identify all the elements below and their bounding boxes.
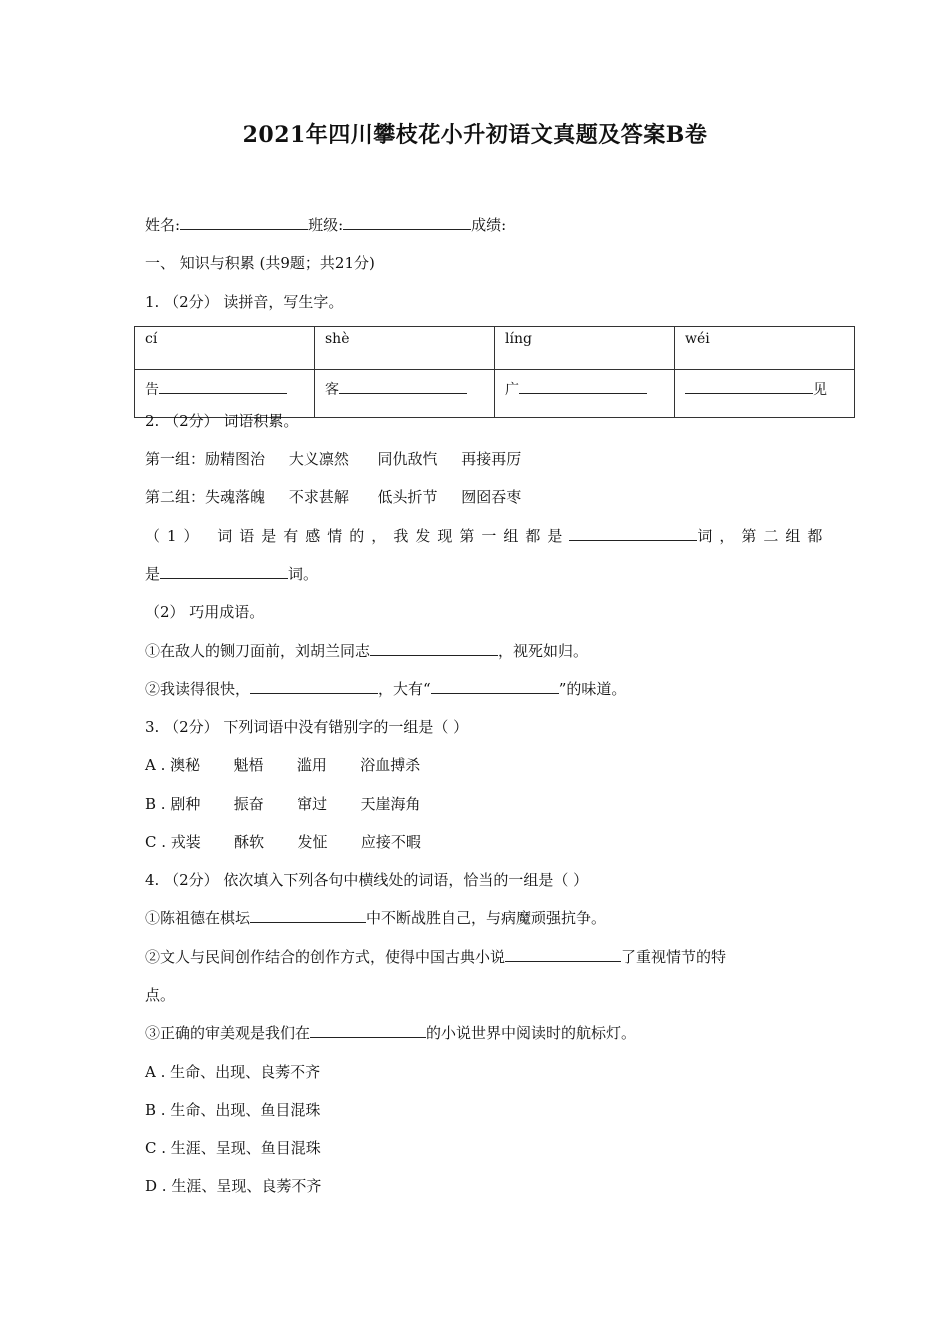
q4-option-a[interactable]: A . 生命、出现、良莠不齐 xyxy=(145,1063,321,1081)
class-blank[interactable] xyxy=(343,215,471,230)
q4-option-d[interactable]: D . 生涯、呈现、良莠不齐 xyxy=(145,1177,322,1195)
answer-blank[interactable] xyxy=(685,379,813,394)
answer-cell xyxy=(315,370,495,418)
q4-s2-text-a: ②文人与民间创作结合的创作方式，使得中国古典小说 xyxy=(145,948,506,966)
q3-header: 3. （2分） 下列词语中没有错别字的一组是（ ） xyxy=(145,718,469,736)
q2-header: 2. （2分） 词语积累。 xyxy=(145,412,299,430)
q2-blank-1[interactable] xyxy=(569,526,697,541)
student-info-line xyxy=(145,214,506,235)
q4-sentence-2 xyxy=(145,946,726,967)
score-label: 成绩: xyxy=(471,216,507,234)
q4-s1-text-b: 中不断战胜自己，与病魔顽强抗争。 xyxy=(366,909,607,927)
pinyin-cell: shè xyxy=(315,327,495,370)
q2-s2-text-c: ”的味道。 xyxy=(558,680,627,698)
q2-s2-text-b: ，大有“ xyxy=(378,680,431,698)
q2-sub2: （2） 巧用成语。 xyxy=(145,603,265,621)
q3-option-a[interactable]: A . 澳秘 魁梧 滥用 浴血搏杀 xyxy=(145,756,421,774)
q4-s3-text-b: 的小说世界中阅读时的航标灯。 xyxy=(426,1024,637,1042)
answer-prefix: 广 xyxy=(505,382,519,398)
name-label: 姓名: xyxy=(145,216,181,234)
page-title: 2021年四川攀枝花小升初语文真题及答案B卷 xyxy=(242,122,708,148)
answer-prefix: 告 xyxy=(145,382,159,398)
answer-prefix: 客 xyxy=(325,382,339,398)
pinyin-table xyxy=(134,326,855,418)
name-blank[interactable] xyxy=(180,215,308,230)
q2-sub1-text-a: （1） 词语是有感情的，我发现第一组都是 xyxy=(145,527,570,545)
q2-blank-4[interactable] xyxy=(250,679,378,694)
answer-cell xyxy=(675,370,855,418)
q4-header: 4. （2分） 依次填入下列各句中横线处的词语，恰当的一组是（ ） xyxy=(145,871,589,889)
class-label: 班级: xyxy=(308,216,344,234)
q2-sentence-1 xyxy=(145,640,588,661)
q3-option-c[interactable]: C . 戎装 酥软 发怔 应接不暇 xyxy=(145,833,421,851)
q2-sub1-line2 xyxy=(145,563,318,584)
q4-s2-text-b: 了重视情节的特 xyxy=(621,948,727,966)
q2-sub1-text-d: 词。 xyxy=(288,565,319,583)
q2-s1-text-b: ，视死如归。 xyxy=(498,642,589,660)
pinyin-cell: líng xyxy=(495,327,675,370)
q2-group1: 第一组：励精图治 大义凛然 同仇敌忾 再接再厉 xyxy=(145,450,522,468)
pinyin-row xyxy=(135,327,855,370)
q4-s1-text-a: ①陈祖德在棋坛 xyxy=(145,909,251,927)
q4-s3-text-a: ③正确的审美观是我们在 xyxy=(145,1024,311,1042)
answer-blank[interactable] xyxy=(159,379,287,394)
pinyin-cell: cí xyxy=(135,327,315,370)
q4-sentence-2-cont: 点。 xyxy=(145,986,176,1004)
q2-s1-text-a: ①在敌人的铡刀面前，刘胡兰同志 xyxy=(145,642,371,660)
q2-sub1-line1 xyxy=(145,525,829,546)
answer-blank[interactable] xyxy=(519,379,647,394)
q2-sub1-text-c: 是 xyxy=(145,565,161,583)
q4-sentence-1 xyxy=(145,907,606,928)
q4-blank-2[interactable] xyxy=(505,947,621,962)
answer-suffix: 见 xyxy=(813,382,827,398)
q2-s2-text-a: ②我读得很快， xyxy=(145,680,251,698)
section-heading: 一、 知识与积累 (共9题；共21分) xyxy=(145,254,375,272)
q2-blank-2[interactable] xyxy=(160,564,288,579)
q4-blank-1[interactable] xyxy=(250,908,366,923)
q4-option-c[interactable]: C . 生涯、呈现、鱼目混珠 xyxy=(145,1139,321,1157)
pinyin-cell: wéi xyxy=(675,327,855,370)
q4-blank-3[interactable] xyxy=(310,1023,426,1038)
q4-option-b[interactable]: B . 生命、出现、鱼目混珠 xyxy=(145,1101,321,1119)
q1-header: 1. （2分） 读拼音，写生字。 xyxy=(145,293,344,311)
q2-sentence-2 xyxy=(145,678,626,699)
q2-blank-3[interactable] xyxy=(370,641,498,656)
answer-blank[interactable] xyxy=(339,379,467,394)
q3-option-b[interactable]: B . 剧种 振奋 窜过 天崖海角 xyxy=(145,795,421,813)
q2-blank-5[interactable] xyxy=(431,679,559,694)
q2-group2: 第二组：失魂落魄 不求甚解 低头折节 囫囵吞枣 xyxy=(145,488,522,506)
q4-sentence-3 xyxy=(145,1022,636,1043)
q2-sub1-text-b: 词，第二组都 xyxy=(697,527,830,545)
answer-cell xyxy=(495,370,675,418)
